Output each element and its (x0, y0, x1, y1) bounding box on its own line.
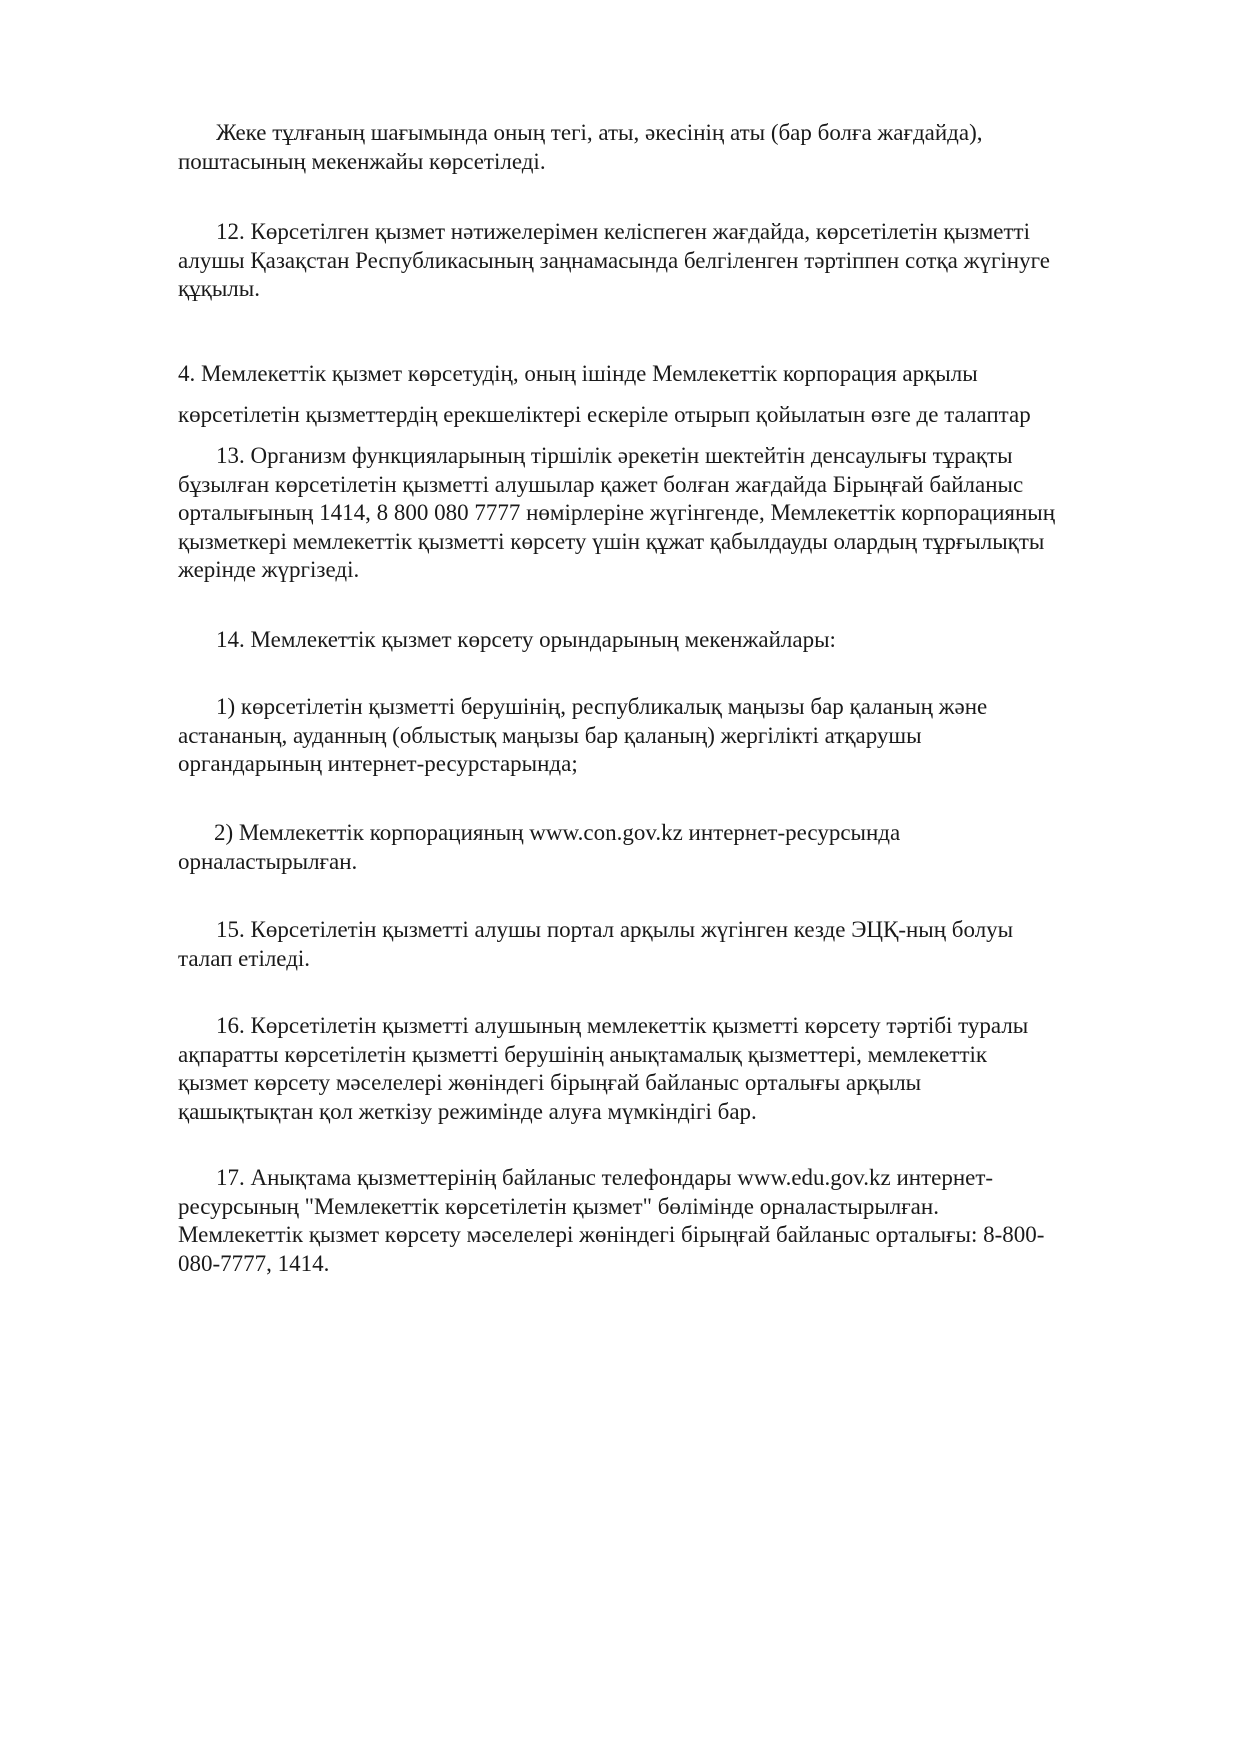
paragraph-line: қызметкері мемлекеттік қызметті көрсету үшін құжат қабылдауды олардың тұрғылықты (178, 528, 1045, 554)
paragraph-line: 2) Мемлекеттік корпорацияның www.con.gov.kz интернет-ресурсында (214, 820, 901, 845)
paragraph-line: 17. Анықтама қызметтерінің байланыс телефондары www.edu.gov.kz интернет- (216, 1165, 994, 1190)
paragraph-line: жерінде жүргізеді. (178, 557, 360, 582)
paragraph-item-17 (178, 1164, 1163, 1278)
paragraph-line: бұзылған көрсетілетін қызметті алушылар қажет болған жағдайда Бірыңғай байланыс (178, 471, 1024, 497)
paragraph-line: қашықтықтан қол жеткізу режимінде алуға мүмкіндігі бар. (178, 1098, 757, 1124)
paragraph-line: Мемлекеттік қызмет көрсету мәселелері жөніндегі бірыңғай байланыс орталығы: 8-800- (178, 1222, 1045, 1247)
paragraph-line: 13. Организм функцияларының тіршілік әрекетін шектейтін денсаулығы тұрақты (216, 443, 1013, 468)
paragraph-line: орталығының 1414, 8 800 080 7777 нөмірлеріне жүгінгенде, Мемлекеттік корпорацияның (178, 500, 1056, 525)
paragraph-item-12 (178, 218, 1163, 304)
paragraph-line: 1) көрсетілетін қызметті берушінің, республикалық маңызы бар қаланың және (216, 694, 988, 719)
paragraph-line: органдарының интернет-ресурстарында; (178, 751, 578, 776)
paragraph-line: 15. Көрсетілетін қызметті алушы портал арқылы жүгінген кезде ЭЦҚ-ның болуы (216, 917, 1014, 942)
paragraph-item-15 (178, 916, 1163, 973)
paragraph-line: ресурсының "Мемлекеттік көрсетілетін қызмет" бөлімінде орналастырылған. (178, 1193, 939, 1219)
paragraph-line: алушы Қазақстан Республикасының заңнамасында белгіленген тәртіппен сотқа жүгінуге (178, 247, 1050, 273)
paragraph-item-14-2 (178, 819, 1163, 876)
heading-line: 4. Мемлекеттік қызмет көрсетудің, оның ішінде Мемлекеттік корпорация арқылы (178, 361, 978, 386)
paragraph-complaint-details (178, 119, 1163, 176)
heading-line: көрсетілетін қызметтердің ерекшеліктері ескеріле отырып қойылатын өзге де талаптар (178, 402, 1031, 427)
section-4-heading (178, 353, 1163, 435)
paragraph-line: қызмет көрсету мәселелері жөніндегі бірыңғай байланыс орталығы арқылы (178, 1070, 922, 1095)
paragraph-line: 080-7777, 1414. (178, 1250, 330, 1276)
paragraph-item-14 (178, 626, 1163, 655)
paragraph-item-13 (178, 442, 1163, 585)
paragraph-line: 16. Көрсетілетін қызметті алушының мемлекеттік қызметті көрсету тәртібі туралы (216, 1013, 1029, 1038)
paragraph-line: ақпаратты көрсетілетін қызметті берушінің анықтамалық қызметтері, мемлекеттік (178, 1041, 988, 1067)
paragraph-line: 14. Мемлекеттік қызмет көрсету орындарының мекенжайлары: (216, 627, 836, 652)
paragraph-line: 12. Көрсетілген қызмет нәтижелерімен келіспеген жағдайда, көрсетілетін қызметті (216, 219, 1030, 244)
paragraph-item-16 (178, 1012, 1163, 1126)
paragraph-line: талап етіледі. (178, 945, 311, 971)
paragraph-line: Жеке тұлғаның шағымында оның тегі, аты, әкесінің аты (бар болға жағдайда), (216, 120, 983, 145)
paragraph-line: құқылы. (178, 276, 260, 301)
paragraph-line: астананың, ауданның (облыстық маңызы бар қаланың) жергілікті атқарушы (178, 722, 922, 748)
paragraph-line: поштасының мекенжайы көрсетіледі. (178, 148, 546, 174)
paragraph-item-14-1 (178, 693, 1163, 779)
paragraph-line: орналастырылған. (178, 848, 358, 874)
